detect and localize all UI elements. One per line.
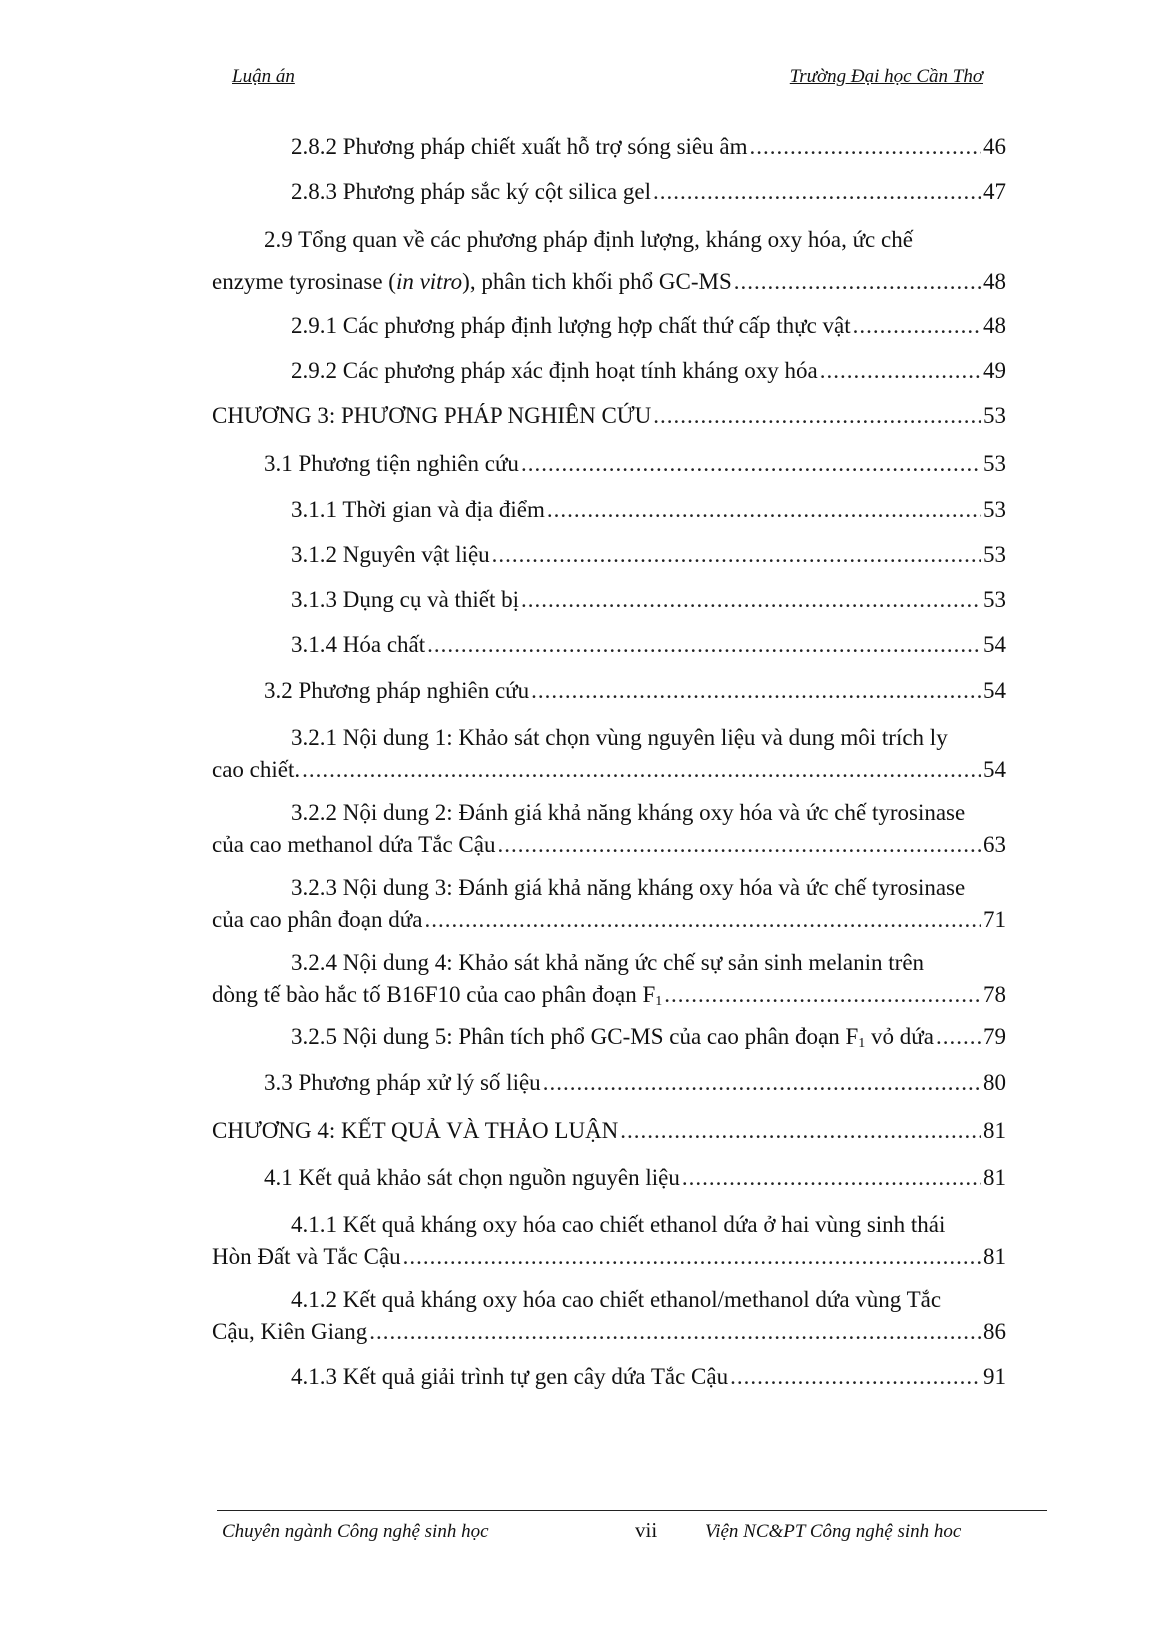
toc-entry-page: 54 bbox=[983, 632, 1006, 657]
toc-entry[interactable] bbox=[291, 1361, 1006, 1393]
toc-entry[interactable] bbox=[291, 310, 1006, 342]
toc-entry-title-line2: của cao phân đoạn dứa bbox=[212, 907, 423, 932]
toc-entry-title: 2.9.1 Các phương pháp định lượng hợp chất thứ cấp thực vật bbox=[291, 313, 851, 338]
toc-entry-title-line2: dòng tế bào hắc tố B16F10 của cao phân đoạn $F_1$ bbox=[212, 982, 663, 1009]
toc-entry-page: 63 bbox=[983, 832, 1006, 857]
toc-entry-title-line1: 3.2.4 Nội dung 4: Khảo sát khả năng ức chế sự sản sinh melanin trên bbox=[291, 950, 925, 975]
toc-entry-title: 3.1.3 Dụng cụ và thiết bị bbox=[291, 587, 520, 612]
leader-dots bbox=[620, 1115, 981, 1147]
toc-entry-title: 3.2.5 Nội dung 5: Phân tích phổ GC-MS của cao phân đoạn $F_1$ vỏ dứa bbox=[291, 1024, 934, 1051]
leader-dots bbox=[521, 584, 981, 616]
toc-entry[interactable] bbox=[291, 539, 1006, 571]
toc-entry-title-line1: 2.9 Tổng quan về các phương pháp định lượng, kháng oxy hóa, ức chế bbox=[264, 227, 913, 252]
toc-entry-title-line1: 3.2.1 Nội dung 1: Khảo sát chọn vùng nguyên liệu và dung môi trích ly bbox=[291, 725, 948, 750]
toc-entry[interactable] bbox=[291, 131, 1006, 163]
toc-entry-title: 3.1.4 Hóa chất bbox=[291, 632, 426, 657]
toc-entry[interactable] bbox=[264, 1067, 1006, 1099]
toc-entry-page: 48 bbox=[983, 269, 1006, 294]
toc-entry[interactable] bbox=[264, 1162, 1006, 1194]
leader-dots bbox=[424, 904, 981, 936]
toc-entry-title: 3.1 Phương tiện nghiên cứu bbox=[264, 451, 519, 476]
toc-entry-title-line2: cao chiết. bbox=[212, 757, 301, 782]
toc-entry-page: 79 bbox=[983, 1024, 1006, 1049]
toc-entry-page: 91 bbox=[983, 1364, 1006, 1389]
toc-entry-title: 3.2 Phương pháp nghiên cứu bbox=[264, 678, 530, 703]
toc-entry-title-line1: 4.1.2 Kết quả kháng oxy hóa cao chiết ethanol/methanol dứa vùng Tắc bbox=[291, 1287, 942, 1312]
footer-left: Chuyên ngành Công nghệ sinh học bbox=[222, 1521, 489, 1542]
toc-entry-page: 81 bbox=[983, 1244, 1006, 1269]
toc-entry-title-line2: Hòn Đất và Tắc Cậu bbox=[212, 1244, 401, 1269]
leader-dots bbox=[734, 266, 981, 298]
leader-dots bbox=[521, 448, 981, 480]
toc-entry-page: 48 bbox=[983, 313, 1006, 338]
toc-entry[interactable] bbox=[291, 629, 1006, 661]
toc-entry-title: 3.3 Phương pháp xử lý số liệu bbox=[264, 1070, 541, 1095]
leader-dots bbox=[936, 1021, 981, 1053]
leader-dots bbox=[302, 754, 981, 786]
toc-entry[interactable] bbox=[291, 584, 1006, 616]
toc-entry[interactable] bbox=[212, 947, 1006, 1018]
toc-entry-chapter[interactable] bbox=[212, 400, 1006, 432]
toc-entry-page: 81 bbox=[983, 1118, 1006, 1143]
toc-entry-page: 54 bbox=[983, 757, 1006, 782]
toc-entry[interactable] bbox=[291, 1021, 1006, 1060]
footer-page-number: vii bbox=[635, 1518, 658, 1542]
toc-entry-page: 49 bbox=[983, 358, 1006, 383]
leader-dots bbox=[853, 310, 981, 342]
leader-dots bbox=[531, 675, 981, 707]
toc-entry-title-line2: enzyme tyrosinase (in vitro), phân tich khối phổ GC-MS bbox=[212, 269, 732, 294]
toc-entry[interactable] bbox=[212, 797, 1006, 861]
toc-entry[interactable] bbox=[291, 355, 1006, 387]
toc-entry-title: 3.1.2 Nguyên vật liệu bbox=[291, 542, 490, 567]
leader-dots bbox=[547, 494, 981, 526]
toc-entry-title: 3.1.1 Thời gian và địa điểm bbox=[291, 497, 545, 522]
toc-entry-page: 53 bbox=[983, 403, 1006, 428]
toc-entry-title-line2: của cao methanol dứa Tắc Cậu bbox=[212, 832, 496, 857]
toc-entry[interactable] bbox=[212, 722, 1006, 786]
leader-dots bbox=[664, 979, 981, 1011]
toc-entry-page: 53 bbox=[983, 497, 1006, 522]
footer-divider bbox=[217, 1510, 1047, 1511]
toc-entry-page: 54 bbox=[983, 678, 1006, 703]
toc-entry-title-line1: 3.2.3 Nội dung 3: Đánh giá khả năng kháng oxy hóa và ức chế tyrosinase bbox=[291, 875, 966, 900]
toc-entry-page: 47 bbox=[983, 179, 1006, 204]
toc-entry-title-line1: 3.2.2 Nội dung 2: Đánh giá khả năng kháng oxy hóa và ức chế tyrosinase bbox=[291, 800, 966, 825]
leader-dots bbox=[682, 1162, 981, 1194]
toc-entry[interactable] bbox=[264, 675, 1006, 707]
footer-right: Viện NC&PT Công nghệ sinh hoc bbox=[705, 1521, 962, 1542]
toc-entry-title: CHƯƠNG 3: PHƯƠNG PHÁP NGHIÊN CỨU bbox=[212, 403, 652, 428]
toc-entry-page: 81 bbox=[983, 1165, 1006, 1190]
leader-dots bbox=[543, 1067, 981, 1099]
toc-entry-page: 53 bbox=[983, 451, 1006, 476]
toc-entry-title: 4.1.3 Kết quả giải trình tự gen cây dứa Tắc Cậu bbox=[291, 1364, 729, 1389]
toc-entry[interactable] bbox=[212, 1284, 1006, 1348]
leader-dots bbox=[497, 829, 981, 861]
leader-dots bbox=[820, 355, 981, 387]
header-right: Trường Đại học Cần Thơ bbox=[789, 66, 983, 87]
toc-entry[interactable] bbox=[291, 176, 1006, 208]
leader-dots bbox=[653, 176, 981, 208]
toc-entry-page: 53 bbox=[983, 542, 1006, 567]
toc-entry-title: 2.9.2 Các phương pháp xác định hoạt tính kháng oxy hóa bbox=[291, 358, 818, 383]
toc-entry[interactable] bbox=[212, 221, 1006, 298]
toc-entry[interactable] bbox=[264, 448, 1006, 480]
header-left: Luận án bbox=[232, 66, 295, 87]
toc-entry-title: 2.8.2 Phương pháp chiết xuất hỗ trợ sóng siêu âm bbox=[291, 134, 748, 159]
toc-entry-title: 4.1 Kết quả khảo sát chọn nguồn nguyên liệu bbox=[264, 1165, 680, 1190]
leader-dots bbox=[730, 1361, 981, 1393]
leader-dots bbox=[653, 400, 981, 432]
toc-entry-page: 46 bbox=[983, 134, 1006, 159]
toc-entry[interactable] bbox=[291, 494, 1006, 526]
toc-entry-page: 53 bbox=[983, 587, 1006, 612]
toc-entry-title: 2.8.3 Phương pháp sắc ký cột silica gel bbox=[291, 179, 651, 204]
toc-entry-title: CHƯƠNG 4: KẾT QUẢ VÀ THẢO LUẬN bbox=[212, 1118, 619, 1143]
toc-entry-page: 80 bbox=[983, 1070, 1006, 1095]
toc-entry-page: 86 bbox=[983, 1319, 1006, 1344]
leader-dots bbox=[750, 131, 982, 163]
leader-dots bbox=[403, 1241, 981, 1273]
toc-entry-title-line1: 4.1.1 Kết quả kháng oxy hóa cao chiết ethanol dứa ở hai vùng sinh thái bbox=[291, 1212, 946, 1237]
toc-entry-page: 71 bbox=[983, 907, 1006, 932]
toc-entry-chapter[interactable] bbox=[212, 1115, 1006, 1147]
leader-dots bbox=[492, 539, 981, 571]
toc-entry-page: 78 bbox=[983, 982, 1006, 1007]
toc-entry-title-line2: Cậu, Kiên Giang bbox=[212, 1319, 368, 1344]
toc-entry[interactable] bbox=[212, 872, 1006, 936]
leader-dots bbox=[427, 629, 981, 661]
leader-dots bbox=[369, 1316, 981, 1348]
toc-entry[interactable] bbox=[212, 1209, 1006, 1273]
